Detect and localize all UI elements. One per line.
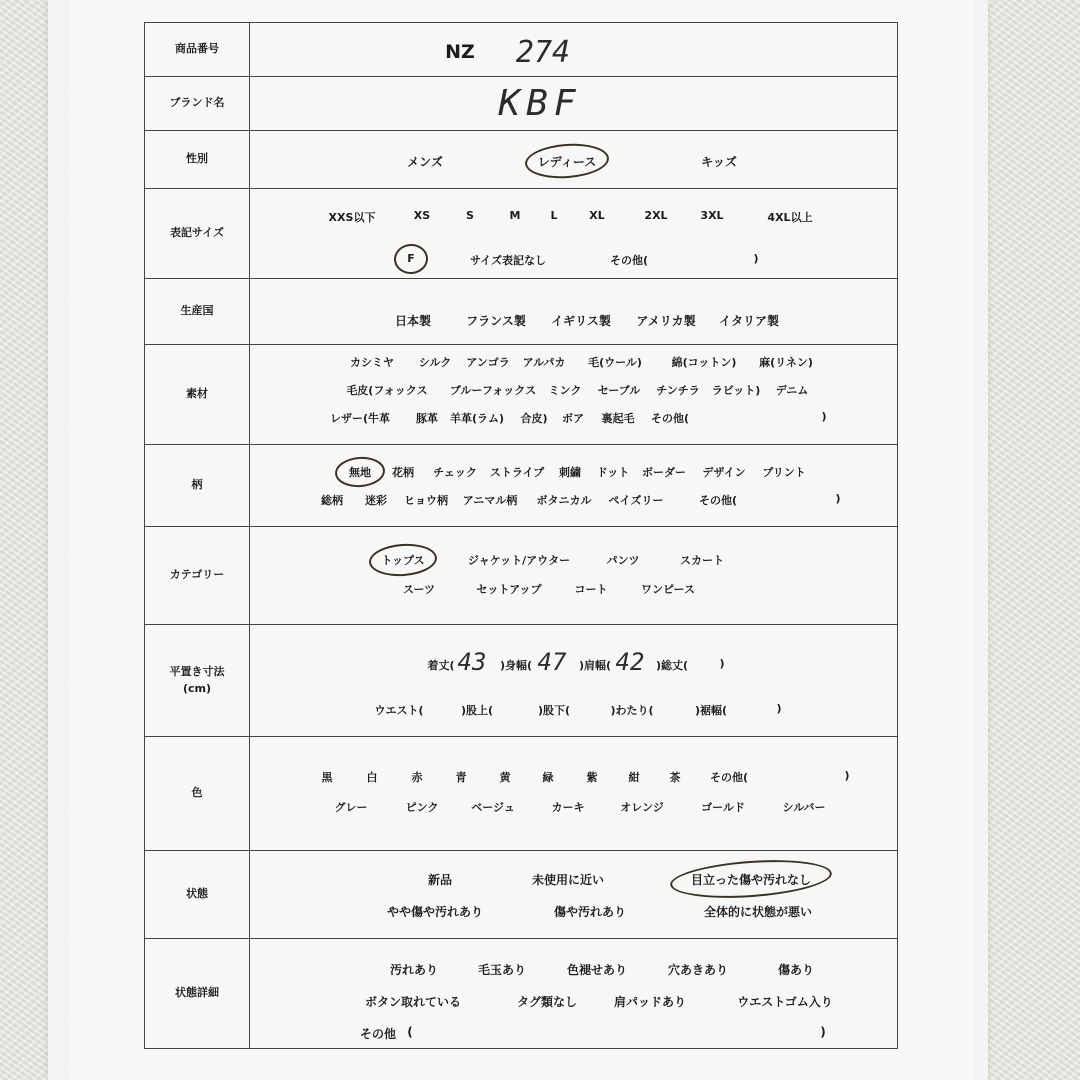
pattern-option: 迷彩 xyxy=(365,494,387,507)
color-option: ゴールド xyxy=(701,801,745,814)
material-option: チンチラ xyxy=(656,384,700,397)
pattern-option: プリント xyxy=(762,466,806,479)
brand-value xyxy=(250,77,898,131)
condition-detail-option: タグ類なし xyxy=(516,995,578,1009)
pattern-option: ペイズリー xyxy=(608,494,664,507)
condition-detail-other-open: ( xyxy=(407,1025,413,1039)
material-option: アンゴラ xyxy=(466,356,510,369)
condition-label: 状態 xyxy=(145,851,250,939)
product-number-label: 商品番号 xyxy=(145,23,250,77)
country-option: フランス製 xyxy=(466,314,526,328)
size-options xyxy=(250,189,898,279)
measure-thigh-label: )わたり( xyxy=(610,704,654,717)
selected-circle-condition xyxy=(669,855,833,902)
material-option: デニム xyxy=(775,384,809,397)
condition-detail-option: 汚れあり xyxy=(389,963,439,977)
measure-inseam-label: )股下( xyxy=(537,704,571,717)
size-option: XS xyxy=(413,209,431,222)
product-number-handwritten: 274 xyxy=(515,35,571,70)
material-option: 毛(ウール) xyxy=(588,356,642,369)
category-label: カテゴリー xyxy=(145,527,250,625)
color-options xyxy=(250,737,898,851)
measurements-label xyxy=(145,625,250,737)
material-option: ミンク xyxy=(548,384,582,397)
condition-option-damage: 傷や汚れあり xyxy=(553,905,627,919)
measure-shoulder-label: )肩幅( xyxy=(578,659,612,672)
color-option: 赤 xyxy=(411,771,423,784)
material-options xyxy=(250,345,898,445)
condition-detail-option: 穴あきあり xyxy=(667,963,729,977)
measure-rise-label: )股上( xyxy=(460,704,494,717)
material-option: 合皮) xyxy=(520,412,548,425)
condition-detail-option: 色褪せあり xyxy=(566,963,628,977)
category-option: パンツ xyxy=(606,554,640,567)
category-option: スカート xyxy=(680,554,724,567)
measure-length-handwritten: 43 xyxy=(457,648,487,676)
size-option-no-label: サイズ表記なし xyxy=(469,254,547,267)
selected-circle-plain xyxy=(334,455,386,488)
measurements-unit: (cm) xyxy=(182,681,212,695)
size-option-other-close: ) xyxy=(753,252,759,265)
condition-detail-label: 状態詳細 xyxy=(145,939,250,1049)
color-option: カーキ xyxy=(551,801,585,814)
gender-option-ladies: レディース xyxy=(537,155,597,169)
material-option: 豚革 xyxy=(416,412,438,425)
condition-option-near-unused: 未使用に近い xyxy=(531,873,605,887)
condition-option-no-noticeable-damage: 目立った傷や汚れなし xyxy=(690,873,812,887)
category-option: ワンピース xyxy=(640,583,696,596)
pattern-option: ボタニカル xyxy=(536,494,592,507)
selected-circle-tops xyxy=(368,542,438,579)
material-option: ブルーフォックス xyxy=(449,384,537,397)
material-option: 綿(コットン) xyxy=(671,356,737,369)
condition-detail-option: 毛玉あり xyxy=(477,963,527,977)
brand-handwritten: KBF xyxy=(498,83,582,124)
product-number-value xyxy=(250,23,898,77)
product-number-prefix: NZ xyxy=(445,41,475,63)
material-option: ボア xyxy=(562,412,584,425)
color-option: その他( xyxy=(709,771,749,784)
country-option: イギリス製 xyxy=(551,314,611,328)
country-label: 生産国 xyxy=(145,279,250,345)
pattern-label: 柄 xyxy=(145,445,250,527)
material-option: 裏起毛 xyxy=(601,412,635,425)
color-option: 黄 xyxy=(499,771,511,784)
color-option: 緑 xyxy=(542,771,554,784)
condition-detail-option: ウエストゴム入り xyxy=(737,995,833,1009)
condition-detail-option: ボタン取れている xyxy=(364,995,462,1009)
pattern-option: 刺繍 xyxy=(559,466,581,479)
size-option: 4XL以上 xyxy=(767,211,813,224)
condition-options xyxy=(250,851,898,939)
pattern-option: 花柄 xyxy=(392,466,414,479)
color-option: 青 xyxy=(455,771,467,784)
material-option: セーブル xyxy=(597,384,641,397)
pattern-option: ヒョウ柄 xyxy=(404,494,448,507)
material-option: シルク xyxy=(418,356,452,369)
measure-hem-label: )裾幅( xyxy=(694,704,728,717)
pattern-options xyxy=(250,445,898,527)
measure-total-label: )総丈( xyxy=(655,659,689,672)
gender-label: 性別 xyxy=(145,131,250,189)
measure-width-label: )身幅( xyxy=(499,659,533,672)
condition-detail-options xyxy=(250,939,898,1049)
pattern-option: ) xyxy=(835,492,841,505)
material-option: カシミヤ xyxy=(350,356,394,369)
country-option: アメリカ製 xyxy=(636,314,696,328)
condition-detail-option-other: その他 xyxy=(359,1027,397,1041)
brand-label: ブランド名 xyxy=(145,77,250,131)
color-option: グレー xyxy=(334,801,368,814)
category-option: コート xyxy=(574,583,608,596)
pattern-option: 総柄 xyxy=(321,494,343,507)
color-option: 紫 xyxy=(586,771,598,784)
material-option: その他( xyxy=(650,412,690,425)
pattern-option-plain: 無地 xyxy=(349,466,371,479)
size-option: XL xyxy=(589,209,605,222)
color-option: ) xyxy=(844,769,850,782)
condition-detail-other-close: ) xyxy=(820,1025,826,1039)
material-option: ラビット) xyxy=(711,384,761,397)
size-label: 表記サイズ xyxy=(145,189,250,279)
category-option: ジャケット/アウター xyxy=(467,554,571,567)
size-option: S xyxy=(466,209,474,222)
color-option: ピンク xyxy=(405,801,439,814)
pattern-option: デザイン xyxy=(702,466,746,479)
category-option: スーツ xyxy=(402,583,436,596)
pattern-option: ストライプ xyxy=(489,466,545,479)
country-option: イタリア製 xyxy=(718,314,780,328)
size-option-other: その他( xyxy=(609,254,649,267)
size-option-f: F xyxy=(407,252,415,265)
condition-detail-option: 傷あり xyxy=(777,963,815,977)
color-label: 色 xyxy=(145,737,250,851)
material-option: レザー(牛革 xyxy=(329,412,391,425)
condition-option-new: 新品 xyxy=(427,873,453,887)
size-option: 2XL xyxy=(644,209,668,222)
color-option: 茶 xyxy=(669,771,681,784)
selected-circle-ladies xyxy=(524,141,610,181)
country-options xyxy=(250,279,898,345)
measure-total-close: ) xyxy=(719,657,725,670)
measure-width-handwritten: 47 xyxy=(537,648,567,676)
size-option: L xyxy=(550,209,558,222)
size-option: M xyxy=(509,209,521,222)
color-option: オレンジ xyxy=(620,801,664,814)
material-label: 素材 xyxy=(145,345,250,445)
measure-waist-label: ウエスト( xyxy=(374,704,424,717)
material-option: アルパカ xyxy=(522,356,566,369)
category-option-tops: トップス xyxy=(381,554,425,567)
category-option: セットアップ xyxy=(476,583,542,596)
measure-hem-close: ) xyxy=(776,702,782,715)
condition-option-some-damage: やや傷や汚れあり xyxy=(386,905,484,919)
product-info-sheet xyxy=(144,22,898,1049)
size-option: XXS以下 xyxy=(328,211,376,224)
gender-option-mens: メンズ xyxy=(407,155,443,169)
measurements-values xyxy=(250,625,898,737)
material-option: 毛皮(フォックス xyxy=(346,384,428,397)
material-option: ) xyxy=(821,410,827,423)
pattern-option: アニマル柄 xyxy=(462,494,518,507)
color-option: 紺 xyxy=(628,771,640,784)
country-option: 日本製 xyxy=(394,314,432,328)
measurements-label-text: 平置き寸法 xyxy=(169,665,225,678)
pattern-option: チェック xyxy=(433,466,477,479)
color-option: 白 xyxy=(366,771,378,784)
material-option: 羊革(ラム) xyxy=(450,412,504,425)
pattern-option: その他( xyxy=(698,494,738,507)
condition-option-poor: 全体的に状態が悪い xyxy=(703,905,813,919)
material-option: 麻(リネン) xyxy=(759,356,813,369)
category-options xyxy=(250,527,898,625)
color-option: 黒 xyxy=(321,771,333,784)
selected-circle-f xyxy=(393,243,429,275)
color-option: ベージュ xyxy=(471,801,515,814)
color-option: シルバー xyxy=(782,801,826,814)
measure-length-label: 着丈( xyxy=(427,659,455,672)
pattern-option: ドット xyxy=(596,466,630,479)
pattern-option: ボーダー xyxy=(642,466,686,479)
size-option: 3XL xyxy=(700,209,724,222)
condition-detail-option: 肩パッドあり xyxy=(613,995,687,1009)
gender-option-kids: キッズ xyxy=(701,155,737,169)
measure-shoulder-handwritten: 42 xyxy=(615,648,645,676)
gender-options xyxy=(250,131,898,189)
